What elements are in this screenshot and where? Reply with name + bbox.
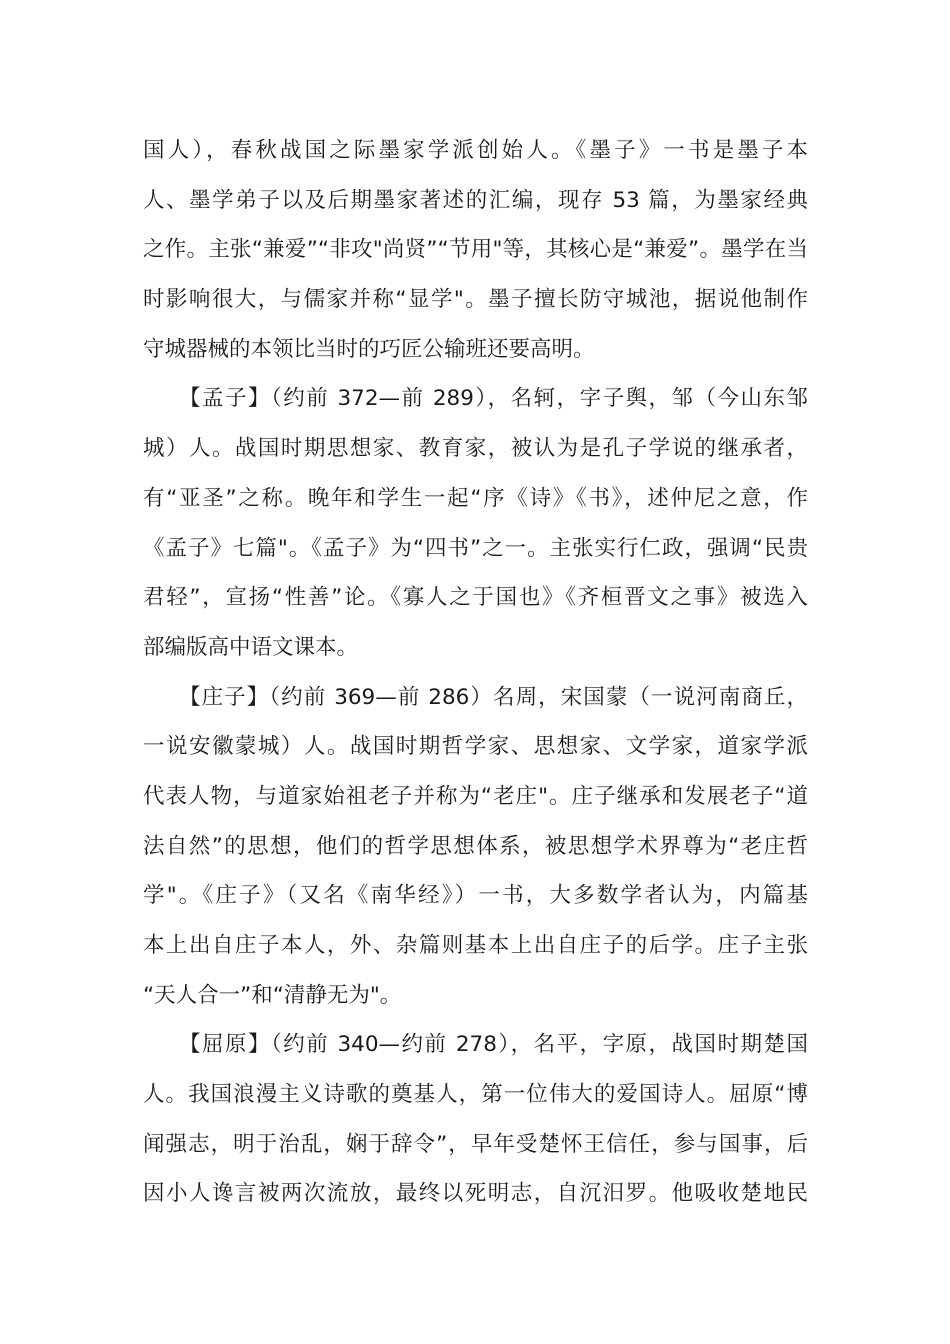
text-line: 之作。主张“兼爱”“非攻"尚贤”“节用"等，其核心是“兼爱”。墨学在当: [143, 237, 808, 263]
text-line: 闻强志，明于治乱，娴于辞令”，早年受楚怀王信任，参与国事，后: [143, 1131, 808, 1157]
text-line: 君轻”，宣扬“性善”论。《寡人之于国也》《齐桓晋文之事》被选入: [143, 585, 808, 611]
paragraph-zhuangzi: [143, 673, 808, 1021]
text-line: 学"。《庄子》（又名《南华经》）一书，大多数学者认为，内篇基: [143, 883, 808, 909]
text-line: 人。我国浪漫主义诗歌的奠基人，第一位伟大的爱国诗人。屈原“博: [143, 1082, 808, 1108]
text-line: 因小人谗言被两次流放，最终以死明志，自沉汨罗。他吸收楚地民: [143, 1181, 808, 1207]
text-line: 本上出自庄子本人，外、杂篇则基本上出自庄子的后学。庄子主张: [143, 933, 808, 958]
text-line: 部编版高中语文课本。: [143, 634, 359, 660]
paragraph-mozi: [143, 126, 808, 374]
text-line: 《孟子》七篇"。《孟子》为“四书”之一。主张实行仁政，强调“民贵: [143, 535, 808, 561]
text-line: 国人），春秋战国之际墨家学派创始人。《墨子》一书是墨子本: [143, 138, 808, 163]
text-line: 有“亚圣”之称。晚年和学生一起“序《诗》《书》，述仲尼之意，作: [143, 485, 808, 511]
text-line: 人、墨学弟子以及后期墨家著述的汇编，现存 53 篇，为墨家经典: [143, 187, 808, 213]
text-line: “天人合一”和“清静无为"。: [143, 982, 402, 1008]
paragraph-mengzi: [143, 374, 808, 672]
text-line: 时影响很大，与儒家并称“显学"。墨子擅长防守城池，据说他制作: [143, 287, 808, 313]
text-line: 一说安徽蒙城）人。战国时期哲学家、思想家、文学家，道家学派: [143, 734, 808, 760]
paragraph-quyuan: [143, 1020, 808, 1219]
text-line: 【孟子】（约前 372—前 289），名轲，字子舆，邹（今山东邹: [179, 386, 808, 412]
document-body: [143, 126, 808, 1219]
text-line: 【庄子】（约前 369—前 286）名周，宋国蒙（一说河南商丘，: [179, 684, 808, 710]
text-line: 代表人物，与道家始祖老子并称为“老庄"。庄子继承和发展老子“道: [143, 783, 808, 809]
text-line: 城）人。战国时期思想家、教育家，被认为是孔子学说的继承者，: [143, 436, 808, 462]
text-line: 【屈原】（约前 340—约前 278），名平，字原，战国时期楚国: [179, 1032, 808, 1058]
text-line: 守城器械的本领比当时的巧匠公输班还要高明。: [143, 336, 595, 362]
text-line: 法自然”的思想，他们的哲学思想体系，被思想学术界尊为“老庄哲: [143, 833, 808, 859]
